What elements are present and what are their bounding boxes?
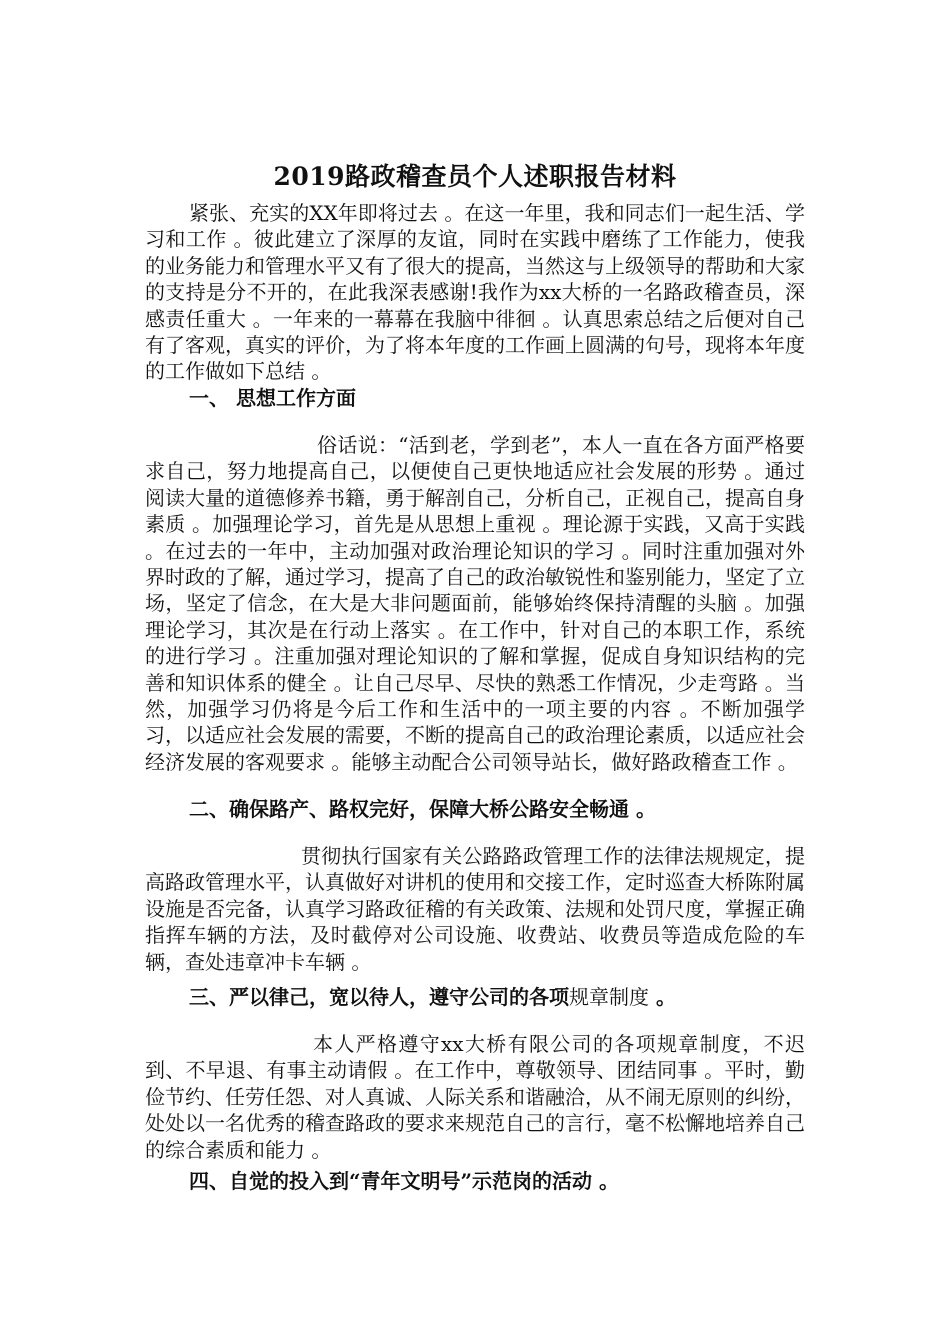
section-heading-4: 四、自觉的投入到“青年文明号”示范岗的活动 。 (189, 1169, 619, 1193)
document-title: 2019路政稽查员个人述职报告材料 (273, 161, 677, 191)
section-heading-2: 二、确保路产、路权完好，保障大桥公路安全畅通 。 (189, 797, 656, 821)
section-body-3: 本人严格遵守xx大桥有限公司的各项规章制度，不迟到、不早退、有事主动请假 。在工作中，尊敬领导、团结同事 。平时，勤俭节约、任劳任怨、对人真诚、人际关系和谐融洽，从不闹无原则的纠纷，处处以一名优秀的稽查路政的要求来规范自己的言行，毫不松懈地培养自己的综合素质和能力 。 (145, 1032, 805, 1162)
section-body-2: 贯彻执行国家有关公路路政管理工作的法律法规规定，提高路政管理水平，认真做好对讲机的使用和交接工作，定时巡查大桥陈附属设施是否完备，认真学习路政征稽的有关政策、法规和处罚尺度，掌握正确指挥车辆的方法，及时截停对公司设施、收费站、收费员等造成危险的车辆，查处违章冲卡车辆 。 (145, 844, 805, 974)
section-heading-3-bold: 三、严以律己，宽以待人，遵守公司的各项 (189, 985, 569, 1009)
section-heading-1: 一、 思想工作方面 (189, 386, 356, 410)
intro-paragraph: 紧张、充实的XX年即将过去 。在这一年里，我和同志们一起生活、学习和工作 。彼此建立了深厚的友谊，同时在实践中磨练了工作能力，使我的业务能力和管理水平又有了很大的提高，当然这与上级领导的帮助和大家的支持是分不开的，在此我深表感谢!我作为xx大桥的一名路政稽查员，深感责任重大 。一年来的一幕幕在我脑中徘徊 。认真思索总结之后便对自己有了客观，真实的评价，为了将本年度的工作画上圆满的句号，现将本年度的工作做如下总结 。 (145, 201, 805, 384)
section-heading-3 (189, 983, 805, 1011)
section-heading-3-tail: 。 (649, 985, 676, 1009)
section-body-1: 俗话说：“活到老，学到老”，本人一直在各方面严格要求自己，努力地提高自己，以便使自己更快地适应社会发展的形势 。通过阅读大量的道德修养书籍，勇于解剖自己，分析自己，正视自己，提高自身素质 。加强理论学习，首先是从思想上重视 。理论源于实践，又高于实践 。在过去的一年中，主动加强对政治理论知识的学习 。同时注重加强对外界时政的了解，通过学习，提高了自己的政治敏锐性和鉴别能力，坚定了立场，坚定了信念，在大是大非问题面前，能够始终保持清醒的头脑 。加强理论学习，其次是在行动上落实 。在工作中，针对自己的本职工作，系统的进行学习 。注重加强对理论知识的了解和掌握，促成自身知识结构的完善和知识体系的健全 。让自己尽早、尽快的熟悉工作情况，少走弯路 。当然，加强学习仍将是今后工作和生活中的一项主要的内容 。不断加强学习，以适应社会发展的需要，不断的提高自己的政治理论素质，以适应社会经济发展的客观要求 。能够主动配合公司领导站长，做好路政稽查工作 。 (145, 433, 805, 774)
section-heading-3-plain: 规章制度 (569, 985, 649, 1009)
